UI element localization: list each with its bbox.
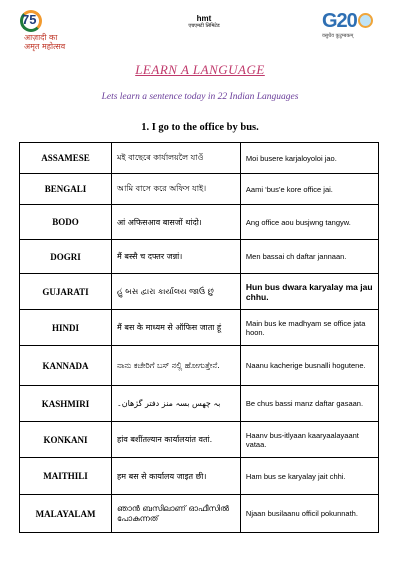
table-row xyxy=(20,274,379,310)
azadi-ka-amrit-mahotsav-logo xyxy=(20,10,82,50)
logo-text-line1: आज़ादी का xyxy=(24,33,58,42)
language-name: KANNADA xyxy=(20,346,112,386)
table-row xyxy=(20,458,379,495)
table-row xyxy=(20,143,379,174)
language-name: BENGALI xyxy=(20,174,112,205)
table-row xyxy=(20,422,379,458)
native-script-sentence: हांव बशींतल्यान कार्यालयांत वतां. xyxy=(112,422,241,458)
native-script-sentence: मैं बस्सै च दफ्तर जन्नां। xyxy=(112,240,241,274)
logo-text-line2: अमृत महोत्सव xyxy=(24,42,66,51)
page-header xyxy=(0,0,400,56)
language-name: BODO xyxy=(20,205,112,240)
romanized-sentence: Moi busere karjaloyoloi jao. xyxy=(240,143,378,174)
g20-logo xyxy=(322,10,392,46)
native-script-sentence: आं अफिसआव बासजों थांदो। xyxy=(112,205,241,240)
language-name: ASSAMESE xyxy=(20,143,112,174)
language-name: MAITHILI xyxy=(20,458,112,495)
logo-number: 75 xyxy=(22,12,37,27)
native-script-sentence: আমি বাসে করে অফিস যাই। xyxy=(112,174,241,205)
table-row xyxy=(20,240,379,274)
romanized-sentence: Main bus ke madhyam se office jata hoon. xyxy=(240,310,378,346)
page-title: LEARN A LANGUAGE xyxy=(135,62,265,77)
language-name: KASHMIRI xyxy=(20,386,112,422)
table-row xyxy=(20,174,379,205)
native-script-sentence: ഞാൻ ബസിലാണ് ഓഫീസിൽ പോകുന്നത് xyxy=(112,495,241,533)
globe-icon xyxy=(358,13,373,28)
native-script-sentence: હું બસ દ્વારા કાર્યાલય જાઉં છું xyxy=(112,274,241,310)
g20-text: G20 xyxy=(322,10,357,32)
table-row xyxy=(20,495,379,533)
native-script-sentence: हम बस से कार्यालय जाइत छी। xyxy=(112,458,241,495)
sentence-heading: 1. I go to the office by bus. xyxy=(141,122,259,133)
native-script-sentence: بہ چھس بسہ منز دفتر گژھان۔ xyxy=(112,386,241,422)
romanized-sentence: Men bassai ch daftar jannaan. xyxy=(240,240,378,274)
native-script-sentence: मैं बस के माध्यम से ऑफिस जाता हूं xyxy=(112,310,241,346)
romanized-sentence: Ham bus se karyalay jait chhi. xyxy=(240,458,378,495)
language-name: DOGRI xyxy=(20,240,112,274)
language-name: HINDI xyxy=(20,310,112,346)
hmt-mark: hmt xyxy=(196,14,212,23)
romanized-sentence: Njaan busilaanu officil pokunnath. xyxy=(240,495,378,533)
language-name: GUJARATI xyxy=(20,274,112,310)
page-subtitle: Lets learn a sentence today in 22 Indian Languages xyxy=(101,92,299,102)
hmt-subtitle: एचएमटी लिमिटेड xyxy=(188,23,220,29)
hmt-logo xyxy=(184,14,224,44)
romanized-sentence: Be chus bassi manz daftar gasaan. xyxy=(240,386,378,422)
language-table xyxy=(19,142,379,533)
native-script-sentence: মই বাছেৰে কাৰ্যালয়লৈ যাওঁ xyxy=(112,143,241,174)
language-name: KONKANI xyxy=(20,422,112,458)
romanized-sentence: Aami ‘bus’e kore office jai. xyxy=(240,174,378,205)
language-name: MALAYALAM xyxy=(20,495,112,533)
romanized-sentence: Hun bus dwara karyalay ma jau chhu. xyxy=(240,274,378,310)
table-row xyxy=(20,205,379,240)
g20-motto: वसुधैव कुटुम्बकम् xyxy=(322,33,354,39)
romanized-sentence: Haanv bus-itlyaan kaaryaalayaant vataa. xyxy=(240,422,378,458)
romanized-sentence: Naanu kacherige busnalli hogutenе. xyxy=(240,346,378,386)
table-row xyxy=(20,310,379,346)
table-row xyxy=(20,346,379,386)
native-script-sentence: ನಾನು ಕಚೇರಿಗೆ ಬಸ್ ನಲ್ಲಿ ಹೋಗುತ್ತೇನೆ. xyxy=(112,346,241,386)
romanized-sentence: Ang office aou busjwng tangyw. xyxy=(240,205,378,240)
table-row xyxy=(20,386,379,422)
